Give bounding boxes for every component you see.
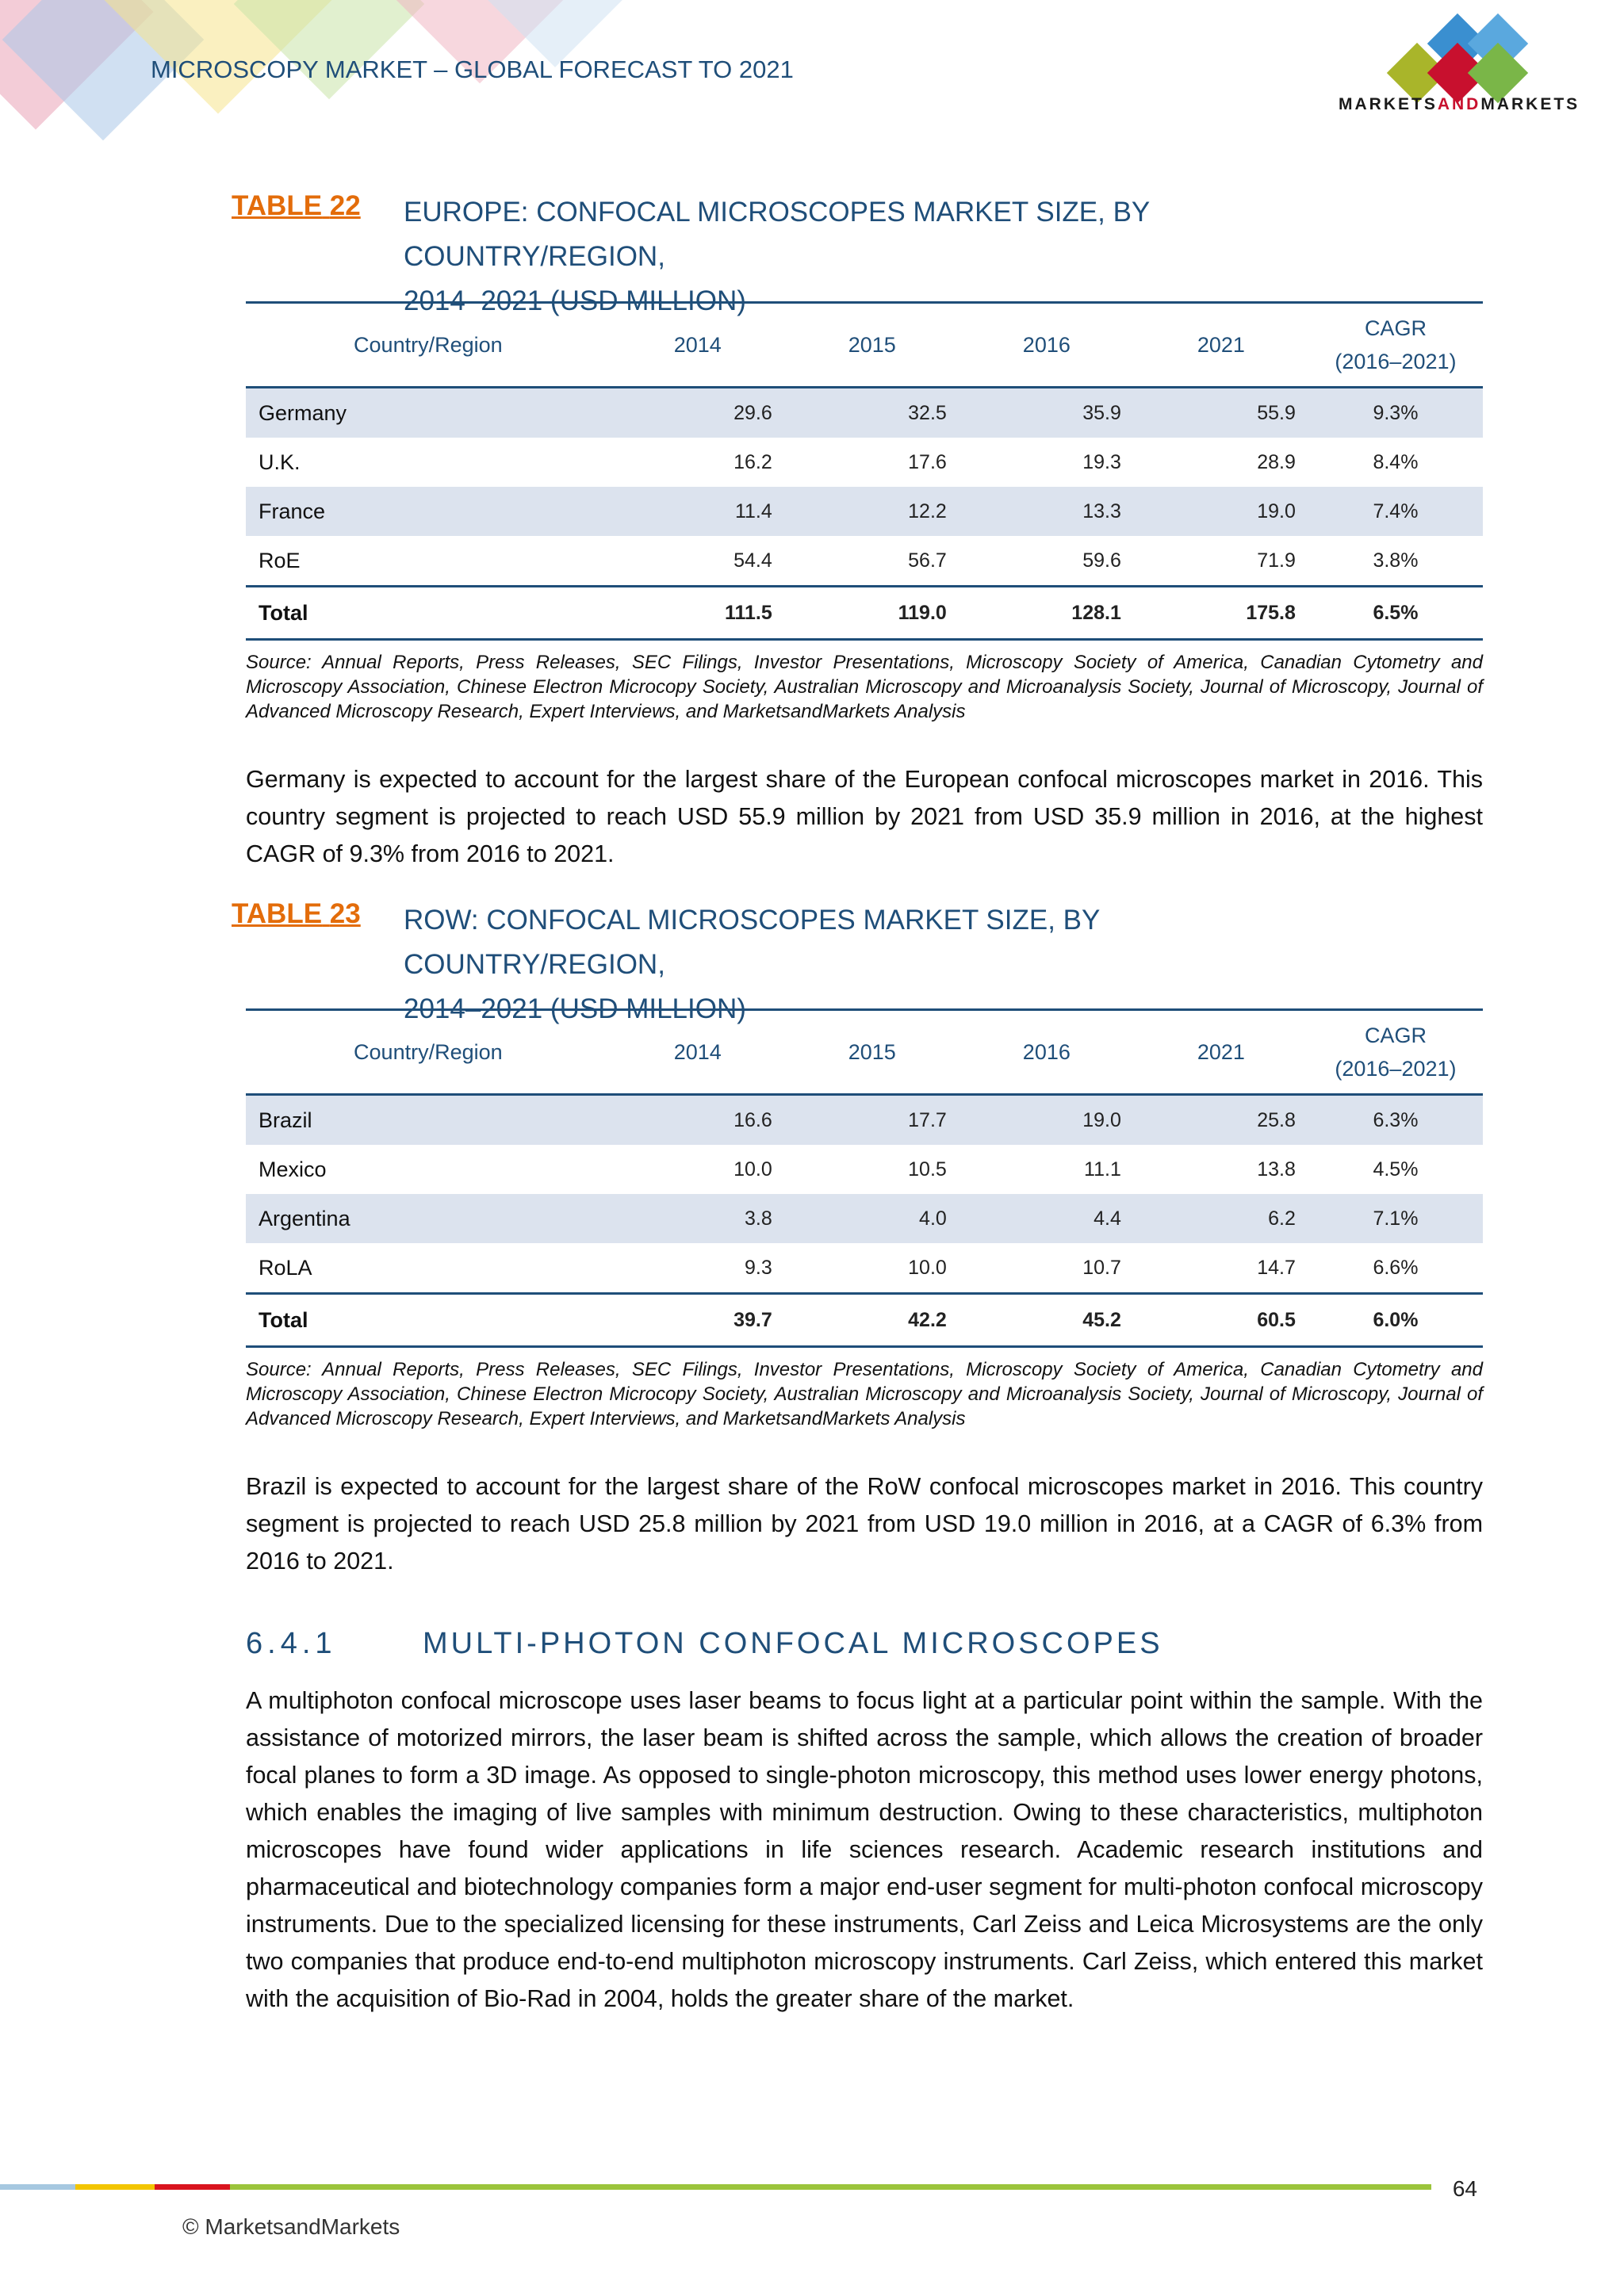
- cell-2016: 35.9: [959, 388, 1134, 438]
- cell-2016: 59.6: [1082, 549, 1121, 572]
- row-name: Total: [246, 1294, 611, 1347]
- cell-2021: 175.8: [1134, 587, 1308, 640]
- cell-2015: 17.7: [785, 1095, 959, 1146]
- cell-2016: 19.3: [1082, 450, 1121, 473]
- col-header-2014: 2014: [611, 1010, 785, 1095]
- table-23: [246, 1008, 1483, 1348]
- cell-2014: 16.2: [733, 450, 772, 473]
- report-title: MICROSCOPY MARKET – GLOBAL FORECAST TO 2021: [151, 55, 794, 83]
- logo-text: MARKETSANDMARKETS: [1339, 95, 1580, 113]
- row-name: Argentina: [246, 1194, 611, 1243]
- paragraph-germany: Germany is expected to account for the largest share of the European confocal microscopes market in 2016. This country segment is projected to reach USD 55.9 million by 2021 from USD 35.9 million in 2016, at the highest CAGR of 9.3% from 2016 to 2021.: [246, 766, 1483, 867]
- row-name: Total: [246, 587, 611, 640]
- col-header-2014: 2014: [611, 303, 785, 388]
- cell-2015: 12.2: [785, 487, 959, 536]
- paragraph-brazil: Brazil is expected to account for the largest share of the RoW confocal microscopes market in 2016. This country segment is projected to reach USD 25.8 million by 2021 from USD 19.0 million in 2016, at a CAGR of 6.3% from 2016 to 2021.: [246, 1473, 1483, 1575]
- row-name: Germany: [246, 388, 611, 438]
- cell-2016: 19.0: [959, 1095, 1134, 1146]
- table-row: [246, 388, 1483, 438]
- table-23-title: ROW: CONFOCAL MICROSCOPES MARKET SIZE, BY COUNTRY/REGION, 2014–2021 (USD MILLION): [404, 905, 1100, 1024]
- table-row: [246, 487, 1483, 536]
- footer-bar-yellow: [75, 2184, 155, 2190]
- cell-2016: 128.1: [959, 587, 1134, 640]
- cell-2021: 25.8: [1134, 1095, 1308, 1146]
- table-23-caption: [232, 898, 1500, 1024]
- cell-2015: 4.0: [785, 1194, 959, 1243]
- cell-2014: 111.5: [611, 587, 785, 640]
- cell-2021: 28.9: [1257, 450, 1296, 473]
- company-logo: [1339, 14, 1580, 117]
- cell-2015: 56.7: [908, 549, 947, 572]
- table-22-title: EUROPE: CONFOCAL MICROSCOPES MARKET SIZE, BY COUNTRY/REGION, 2014–2021 (USD MILLION): [404, 197, 1150, 316]
- cell-cagr: 6.6%: [1373, 1256, 1419, 1279]
- table-22-label: TABLE 22: [232, 190, 361, 221]
- col-header-2016: 2016: [959, 1010, 1134, 1095]
- table-row: [246, 1194, 1483, 1243]
- table-row: [246, 1243, 1483, 1294]
- section-number: 6.4.1: [246, 1627, 337, 1660]
- cell-2014: 29.6: [611, 388, 785, 438]
- table-row: [246, 536, 1483, 587]
- cell-2014: 54.4: [733, 549, 772, 572]
- cell-cagr: 6.5%: [1308, 587, 1483, 640]
- table-total-row: [246, 1294, 1483, 1347]
- table-row: [246, 1145, 1483, 1194]
- table-22-source: Source: Annual Reports, Press Releases, SEC Filings, Investor Presentations, Microscopy Society of America, Canadian Cytometry and Microscopy Association, Chinese Electron Microcopy Society, Australian Microscopy and Microanalysis Society, Journal of Microscopy, Journal of Advanced Microscopy Research, Expert Interviews, and MarketsandMarkets Analysis: [246, 652, 1483, 722]
- col-header-2021: 2021: [1134, 303, 1308, 388]
- table-header-row: [246, 1010, 1483, 1095]
- col-header-2015: 2015: [785, 303, 959, 388]
- copyright: © MarketsandMarkets: [182, 2214, 400, 2239]
- row-name: U.K.: [259, 450, 301, 474]
- cell-2021: 60.5: [1134, 1294, 1308, 1347]
- footer-bar-green: [230, 2184, 1431, 2190]
- table-23-source: Source: Annual Reports, Press Releases, SEC Filings, Investor Presentations, Microscopy Society of America, Canadian Cytometry and Microscopy Association, Chinese Electron Microcopy Society, Australian Microscopy and Microanalysis Society, Journal of Microscopy, Journal of Advanced Microscopy Research, Expert Interviews, and MarketsandMarkets Analysis: [246, 1359, 1483, 1429]
- cell-2016: 13.3: [959, 487, 1134, 536]
- cell-cagr: 7.4%: [1308, 487, 1483, 536]
- col-header-country: Country/Region: [246, 1010, 611, 1095]
- cell-2016: 45.2: [959, 1294, 1134, 1347]
- cell-cagr: 9.3%: [1308, 388, 1483, 438]
- cell-2021: 13.8: [1257, 1158, 1296, 1181]
- footer-bar-lightblue: [0, 2184, 75, 2190]
- cell-2016: 11.1: [1084, 1158, 1121, 1181]
- cell-cagr: 4.5%: [1373, 1158, 1419, 1181]
- table-23-label: TABLE 23: [232, 898, 361, 929]
- table-22: [246, 301, 1483, 641]
- cell-2021: 14.7: [1257, 1256, 1296, 1279]
- table-row: [246, 1095, 1483, 1146]
- row-name: France: [246, 487, 611, 536]
- cell-2021: 55.9: [1134, 388, 1308, 438]
- cell-2015: 42.2: [785, 1294, 959, 1347]
- col-header-cagr: CAGR (2016–2021): [1308, 1010, 1483, 1095]
- cell-2014: 16.6: [611, 1095, 785, 1146]
- cell-2021: 6.2: [1134, 1194, 1308, 1243]
- cell-2015: 32.5: [785, 388, 959, 438]
- cell-cagr: 6.0%: [1308, 1294, 1483, 1347]
- cell-cagr: 3.8%: [1373, 549, 1419, 572]
- cell-2014: 3.8: [611, 1194, 785, 1243]
- cell-2021: 71.9: [1257, 549, 1296, 572]
- cell-cagr: 7.1%: [1308, 1194, 1483, 1243]
- col-header-2021: 2021: [1134, 1010, 1308, 1095]
- table-row: [246, 438, 1483, 487]
- cell-2015: 10.5: [908, 1158, 947, 1181]
- page-number: 64: [1452, 2176, 1477, 2201]
- col-header-country: Country/Region: [246, 303, 611, 388]
- cell-2016: 10.7: [1082, 1256, 1121, 1279]
- row-name: Brazil: [246, 1095, 611, 1146]
- footer-bar-red: [155, 2184, 230, 2190]
- cell-cagr: 6.3%: [1308, 1095, 1483, 1146]
- col-header-2015: 2015: [785, 1010, 959, 1095]
- col-header-2016: 2016: [959, 303, 1134, 388]
- cell-2015: 17.6: [908, 450, 947, 473]
- col-header-cagr: CAGR (2016–2021): [1308, 303, 1483, 388]
- section-title: MULTI-PHOTON CONFOCAL MICROSCOPES: [423, 1627, 1163, 1660]
- row-name: Mexico: [259, 1157, 327, 1181]
- table-total-row: [246, 587, 1483, 640]
- table-header-row: [246, 303, 1483, 388]
- cell-2015: 10.0: [908, 1256, 947, 1279]
- cell-2021: 19.0: [1134, 487, 1308, 536]
- cell-2015: 119.0: [785, 587, 959, 640]
- cell-2016: 4.4: [959, 1194, 1134, 1243]
- row-name: RoLA: [259, 1255, 312, 1280]
- row-name: RoE: [259, 548, 301, 572]
- cell-2014: 10.0: [733, 1158, 772, 1181]
- cell-2014: 11.4: [611, 487, 785, 536]
- cell-cagr: 8.4%: [1373, 450, 1419, 473]
- table-22-caption: [232, 190, 1500, 316]
- cell-2014: 39.7: [611, 1294, 785, 1347]
- section-body: A multiphoton confocal microscope uses laser beams to focus light at a particular point within the sample. With the assistance of motorized mirrors, the laser beam is shifted across the sample, which allows the creation of broader focal planes to form a 3D image. As opposed to single-photon microscopy, this method uses lower energy photons, which enables the imaging of live samples with minimum destruction. Owing to these characteristics, multiphoton microscopes have found wider applications in life sciences research. Academic research institutions and pharmaceutical and biotechnology companies form a major end-user segment for multi-photon confocal microscopy instruments. Due to the specialized licensing for these instruments, Carl Zeiss and Leica Microsystems are the only two companies that produce end-to-end multiphoton microscopy instruments. Carl Zeiss, which entered this market with the acquisition of Bio-Rad in 2004, holds the greater share of the market.: [246, 1687, 1483, 2012]
- cell-2014: 9.3: [745, 1256, 772, 1279]
